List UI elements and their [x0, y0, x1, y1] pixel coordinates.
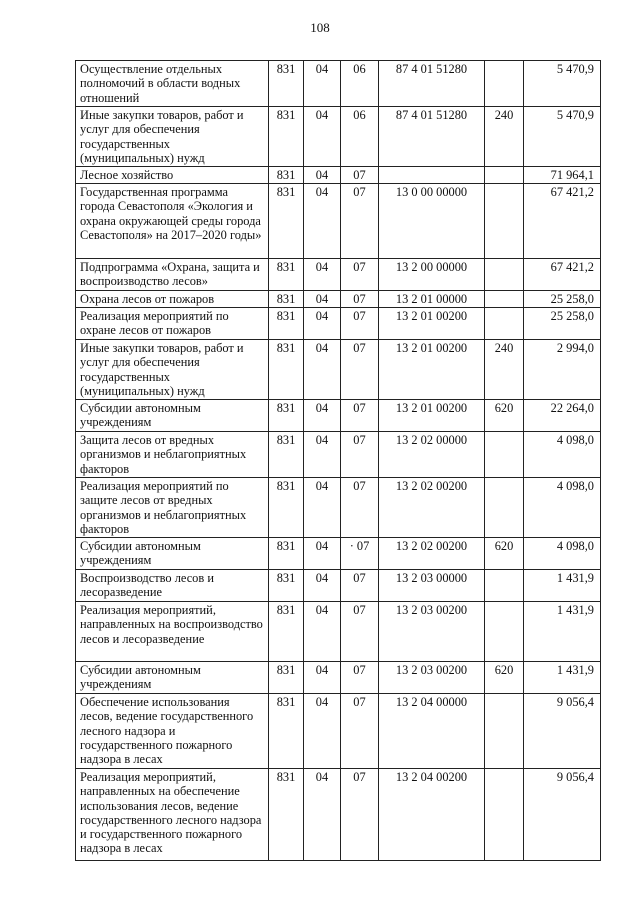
row-ved-code: 831 [269, 432, 304, 478]
row-expense-type [485, 184, 524, 259]
row-ved-code: 831 [269, 340, 304, 400]
row-target-article: 13 2 04 00000 [379, 694, 485, 769]
row-name: Субсидии автономным учреждениям [76, 662, 269, 694]
row-ved-code: 831 [269, 259, 304, 291]
table-body [76, 61, 601, 861]
row-ved-code: 831 [269, 602, 304, 662]
row-expense-type [485, 694, 524, 769]
table-row [76, 478, 601, 538]
row-ved-code: 831 [269, 107, 304, 167]
table-row [76, 538, 601, 570]
row-section-code: 04 [304, 662, 341, 694]
row-ved-code: 831 [269, 400, 304, 432]
row-target-article [379, 167, 485, 184]
row-subsection-code: 07 [341, 769, 379, 861]
row-target-article: 13 2 01 00200 [379, 400, 485, 432]
row-section-code: 04 [304, 570, 341, 602]
row-subsection-code: 06 [341, 61, 379, 107]
row-amount: 1 431,9 [524, 602, 601, 662]
row-expense-type: 620 [485, 400, 524, 432]
row-target-article: 87 4 01 51280 [379, 107, 485, 167]
row-subsection-code: 07 [341, 570, 379, 602]
row-amount: 71 964,1 [524, 167, 601, 184]
row-name: Иные закупки товаров, работ и услуг для обеспечения государственных (муниципальных) нужд [76, 107, 269, 167]
table-row [76, 602, 601, 662]
row-ved-code: 831 [269, 61, 304, 107]
row-section-code: 04 [304, 769, 341, 861]
row-expense-type [485, 570, 524, 602]
row-subsection-code: 07 [341, 259, 379, 291]
row-name: Осуществление отдельных полномочий в области водных отношений [76, 61, 269, 107]
row-subsection-code: 07 [341, 184, 379, 259]
budget-table [75, 60, 601, 861]
row-subsection-code: 07 [341, 662, 379, 694]
row-amount: 22 264,0 [524, 400, 601, 432]
row-expense-type [485, 478, 524, 538]
row-name: Обеспечение использования лесов, ведение государственного лесного надзора и государственного пожарного надзора в лесах [76, 694, 269, 769]
row-name: Иные закупки товаров, работ и услуг для обеспечения государственных (муниципальных) нужд [76, 340, 269, 400]
row-ved-code: 831 [269, 769, 304, 861]
table-row [76, 400, 601, 432]
row-expense-type [485, 432, 524, 478]
row-amount: 4 098,0 [524, 538, 601, 570]
table-row [76, 308, 601, 340]
page-number: 108 [310, 20, 330, 35]
row-section-code: 04 [304, 184, 341, 259]
table-row [76, 432, 601, 478]
row-section-code: 04 [304, 400, 341, 432]
row-expense-type: 240 [485, 340, 524, 400]
row-name: Охрана лесов от пожаров [76, 291, 269, 308]
row-section-code: 04 [304, 259, 341, 291]
row-expense-type [485, 291, 524, 308]
row-section-code: 04 [304, 694, 341, 769]
row-section-code: 04 [304, 478, 341, 538]
row-target-article: 87 4 01 51280 [379, 61, 485, 107]
row-target-article: 13 2 03 00200 [379, 602, 485, 662]
row-name: Подпрограмма «Охрана, защита и воспроизводство лесов» [76, 259, 269, 291]
row-name: Реализация мероприятий по охране лесов от пожаров [76, 308, 269, 340]
row-section-code: 04 [304, 308, 341, 340]
row-amount: 67 421,2 [524, 184, 601, 259]
table-row [76, 769, 601, 861]
row-expense-type [485, 769, 524, 861]
row-section-code: 04 [304, 602, 341, 662]
table-row [76, 107, 601, 167]
row-subsection-code: 07 [341, 340, 379, 400]
table-row [76, 259, 601, 291]
table-row [76, 291, 601, 308]
row-amount: 5 470,9 [524, 61, 601, 107]
row-amount: 67 421,2 [524, 259, 601, 291]
row-target-article: 13 2 03 00200 [379, 662, 485, 694]
row-ved-code: 831 [269, 291, 304, 308]
row-target-article: 13 2 00 00000 [379, 259, 485, 291]
row-subsection-code: 07 [341, 694, 379, 769]
row-ved-code: 831 [269, 694, 304, 769]
row-section-code: 04 [304, 291, 341, 308]
row-target-article: 13 0 00 00000 [379, 184, 485, 259]
row-amount: 2 994,0 [524, 340, 601, 400]
row-target-article: 13 2 02 00200 [379, 538, 485, 570]
row-ved-code: 831 [269, 538, 304, 570]
row-subsection-code: 07 [341, 478, 379, 538]
row-target-article: 13 2 03 00000 [379, 570, 485, 602]
row-section-code: 04 [304, 61, 341, 107]
row-ved-code: 831 [269, 308, 304, 340]
row-name: Реализация мероприятий, направленных на воспроизводство лесов и лесоразведение [76, 602, 269, 662]
table-row [76, 340, 601, 400]
row-section-code: 04 [304, 432, 341, 478]
row-name: Субсидии автономным учреждениям [76, 538, 269, 570]
row-ved-code: 831 [269, 570, 304, 602]
row-ved-code: 831 [269, 478, 304, 538]
table-row [76, 184, 601, 259]
row-ved-code: 831 [269, 184, 304, 259]
row-expense-type [485, 308, 524, 340]
row-amount: 1 431,9 [524, 662, 601, 694]
row-expense-type [485, 167, 524, 184]
row-amount: 5 470,9 [524, 107, 601, 167]
row-expense-type [485, 259, 524, 291]
row-name: Воспроизводство лесов и лесоразведение [76, 570, 269, 602]
row-subsection-code: 07 [341, 291, 379, 308]
row-amount: 9 056,4 [524, 694, 601, 769]
row-subsection-code: 06 [341, 107, 379, 167]
row-ved-code: 831 [269, 662, 304, 694]
row-amount: 25 258,0 [524, 308, 601, 340]
row-section-code: 04 [304, 538, 341, 570]
row-expense-type: 620 [485, 662, 524, 694]
row-target-article: 13 2 04 00200 [379, 769, 485, 861]
row-amount: 4 098,0 [524, 478, 601, 538]
row-expense-type [485, 61, 524, 107]
row-amount: 9 056,4 [524, 769, 601, 861]
row-name: Реализация мероприятий по защите лесов от вредных организмов и неблагоприятных факторов [76, 478, 269, 538]
table-row [76, 694, 601, 769]
row-target-article: 13 2 01 00200 [379, 308, 485, 340]
row-target-article: 13 2 02 00200 [379, 478, 485, 538]
row-name: Субсидии автономным учреждениям [76, 400, 269, 432]
row-amount: 1 431,9 [524, 570, 601, 602]
row-subsection-code: · 07 [341, 538, 379, 570]
row-expense-type [485, 602, 524, 662]
row-amount: 25 258,0 [524, 291, 601, 308]
row-expense-type: 620 [485, 538, 524, 570]
table-row [76, 61, 601, 107]
table-row [76, 662, 601, 694]
row-section-code: 04 [304, 340, 341, 400]
row-target-article: 13 2 01 00200 [379, 340, 485, 400]
row-name: Реализация мероприятий, направленных на обеспечение использования лесов, ведение государственного лесного надзора и государственного пожарного надзора в лесах [76, 769, 269, 861]
row-amount: 4 098,0 [524, 432, 601, 478]
row-target-article: 13 2 01 00000 [379, 291, 485, 308]
row-subsection-code: 07 [341, 308, 379, 340]
row-ved-code: 831 [269, 167, 304, 184]
row-target-article: 13 2 02 00000 [379, 432, 485, 478]
table-row [76, 167, 601, 184]
row-expense-type: 240 [485, 107, 524, 167]
table-row [76, 570, 601, 602]
row-subsection-code: 07 [341, 167, 379, 184]
row-name: Лесное хозяйство [76, 167, 269, 184]
row-subsection-code: 07 [341, 400, 379, 432]
row-section-code: 04 [304, 167, 341, 184]
row-section-code: 04 [304, 107, 341, 167]
row-name: Защита лесов от вредных организмов и неблагоприятных факторов [76, 432, 269, 478]
row-name: Государственная программа города Севастополя «Экология и охрана окружающей среды города Севастополя» на 2017–2020 годы» [76, 184, 269, 259]
row-subsection-code: 07 [341, 432, 379, 478]
row-subsection-code: 07 [341, 602, 379, 662]
